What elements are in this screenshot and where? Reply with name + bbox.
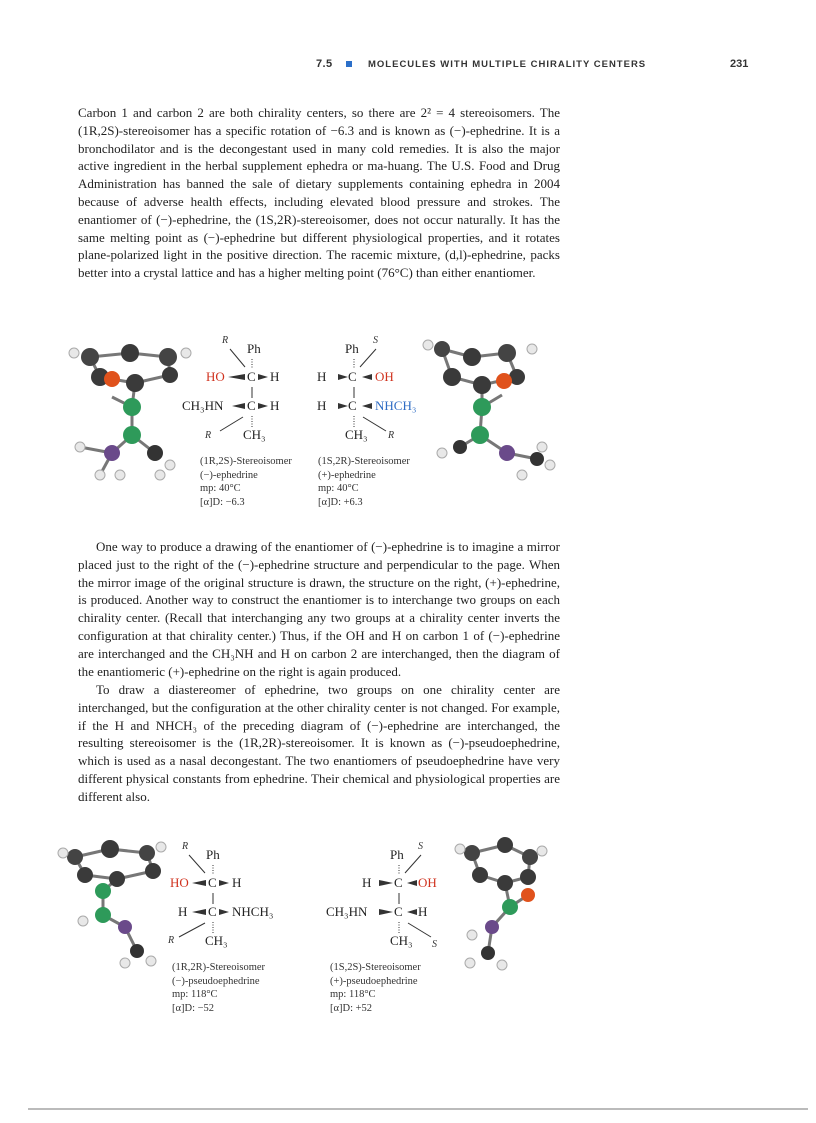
caption-line: (+)-ephedrine bbox=[318, 469, 376, 481]
caption-line: [α]D: −52 bbox=[172, 1002, 215, 1014]
pseudoephedrine-left-model bbox=[55, 835, 180, 975]
ephedrine-left-model bbox=[60, 335, 200, 495]
config-label: S bbox=[418, 841, 423, 852]
carbon-1-label: C bbox=[208, 875, 217, 890]
caption-line: [α]D: +6.3 bbox=[318, 496, 363, 508]
methyl-label: CH₃ bbox=[243, 427, 266, 442]
methyl-label: CH₃ bbox=[205, 933, 228, 948]
caption-line: mp: 40°C bbox=[200, 483, 241, 494]
hydrogen-label: H bbox=[317, 369, 327, 384]
config-label: R bbox=[182, 841, 189, 852]
caption-line: mp: 118°C bbox=[172, 989, 218, 1000]
scan-edge bbox=[28, 1108, 808, 1110]
methylamino-label: CH₃HN bbox=[182, 398, 224, 413]
methyl-label: CH₃ bbox=[390, 933, 413, 948]
caption-line: (1S,2S)-Stereoisomer bbox=[330, 962, 421, 973]
carbon-1-label: C bbox=[247, 369, 256, 384]
paragraph-intro: Carbon 1 and carbon 2 are both chirality centers, so there are 2² = 4 stereoisomers. The (1R,2S)-stereoisomer has a specific rotation of −6.3 and is known as (−)-ephedrine. It is a bronchodilator and is the decongestant used in many cold remedies. It is also the major active ingredient in the herbal supplement ephedra or ma-huang. The U.S. Food and Drug Administration has banned the sale of dietary supplements containing ephedra in 2004 because of adverse health effects, including elevated blood pressure and strokes. The enantiomer of (−)-ephedrine, the (1S,2R)-stereoisomer, does not occur naturally. It has the same melting point as (−)-ephedrine but different physiological properties, and it rotates plane-polarized light in the positive direction. The racemic mixture, (d,l)-ephedrine, packs better into a crystal lattice and has a higher melting point (76°C) than either enantiomer. bbox=[78, 105, 560, 281]
hydroxyl-label: HO bbox=[206, 369, 225, 384]
pseudoephedrine-right-model bbox=[450, 835, 550, 975]
paragraph-diastereomer: To draw a diastereomer of ephedrine, two groups on one chirality center are interchanged, but the configuration at the other chirality center is not changed. For example, if the H and NHCH₃ of the preceding diagram of (−)-ephedrine are interchanged, the resulting stereoisomer is the (1R,2R)-stereoisomer. It is known as (−)-pseudoephedrine, which is used as a nasal decongestant. The two enantiomers of pseudoephedrine have very different physical constants from ephedrine. Their chemical and physiological properties are different also. bbox=[78, 682, 560, 804]
hydrogen-label: H bbox=[232, 875, 242, 890]
caption-line: mp: 40°C bbox=[318, 483, 359, 494]
phenyl-label: Ph bbox=[247, 341, 261, 356]
paragraph-enantiomer: One way to produce a drawing of the enantiomer of (−)-ephedrine is to imagine a mirror placed just to the right of the (−)-ephedrine structure and perpendicular to the page. When the mirror image of the original structure is drawn, the structure on the right, (+)-ephedrine, is produced. Another way to construct the enantiomer is to interchange two groups on each chirality center. (Recall that interchanging any two groups at a chirality center inverts the configuration at that chirality center.) Thus, if the OH and H on carbon 1 of (−)-ephedrine are interchanged and the CH₃NH and H on carbon 2 are interchanged, then the diagram of the enantiomeric (+)-ephedrine on the right is again produced. bbox=[78, 539, 560, 679]
methylamino-label: NHCH₃ bbox=[375, 398, 417, 413]
caption-line: (1S,2R)-Stereoisomer bbox=[318, 456, 410, 467]
bond-lines bbox=[165, 851, 255, 941]
carbon-2-label: C bbox=[348, 398, 357, 413]
caption-line: [α]D: −6.3 bbox=[200, 496, 245, 508]
section-bullet-icon bbox=[346, 61, 352, 67]
hydrogen-label: H bbox=[270, 398, 280, 413]
methylamino-label: CH₃HN bbox=[326, 904, 368, 919]
caption-left bbox=[200, 455, 292, 509]
methylamino-label: NHCH₃ bbox=[232, 904, 274, 919]
caption-line: (−)-pseudoephedrine bbox=[172, 975, 260, 987]
caption-line: (1R,2R)-Stereoisomer bbox=[172, 962, 266, 973]
phenyl-label: Ph bbox=[345, 341, 359, 356]
ephedrine-right-model bbox=[412, 335, 562, 495]
config-label: S bbox=[373, 335, 378, 346]
carbon-1-label: C bbox=[348, 369, 357, 384]
caption-line: (+)-pseudoephedrine bbox=[330, 975, 418, 987]
hydrogen-label: H bbox=[317, 398, 327, 413]
figure-ephedrine bbox=[0, 335, 816, 525]
bond-lines bbox=[355, 851, 455, 941]
hydrogen-label: H bbox=[270, 369, 280, 384]
carbon-2-label: C bbox=[247, 398, 256, 413]
config-label: R bbox=[205, 430, 212, 441]
page-header bbox=[0, 58, 816, 74]
phenyl-label: Ph bbox=[206, 847, 220, 862]
caption-right bbox=[318, 455, 410, 509]
caption-left bbox=[172, 961, 265, 1015]
caption-right bbox=[330, 961, 421, 1015]
section-title: MOLECULES WITH MULTIPLE CHIRALITY CENTERS bbox=[368, 59, 647, 70]
config-label: S bbox=[432, 939, 437, 950]
caption-line: [α]D: +52 bbox=[330, 1002, 373, 1014]
config-label: R bbox=[168, 935, 175, 946]
carbon-2-label: C bbox=[394, 904, 403, 919]
hydrogen-label: H bbox=[178, 904, 188, 919]
page-number: 231 bbox=[730, 58, 749, 70]
hydrogen-label: H bbox=[362, 875, 372, 890]
hydrogen-label: H bbox=[418, 904, 428, 919]
config-label: R bbox=[222, 335, 229, 346]
hydroxyl-label: OH bbox=[418, 875, 437, 890]
caption-line: mp: 118°C bbox=[330, 989, 376, 1000]
bond-lines bbox=[200, 345, 290, 435]
caption-line: (−)-ephedrine bbox=[200, 469, 258, 481]
config-label: R bbox=[388, 430, 395, 441]
caption-line: (1R,2S)-Stereoisomer bbox=[200, 456, 292, 467]
carbon-1-label: C bbox=[394, 875, 403, 890]
figure-pseudoephedrine bbox=[0, 835, 816, 1025]
bond-lines bbox=[310, 345, 410, 435]
phenyl-label: Ph bbox=[390, 847, 404, 862]
section-number: 7.5 bbox=[316, 58, 333, 70]
hydroxyl-label: HO bbox=[170, 875, 189, 890]
hydroxyl-label: OH bbox=[375, 369, 394, 384]
carbon-2-label: C bbox=[208, 904, 217, 919]
methyl-label: CH₃ bbox=[345, 427, 368, 442]
